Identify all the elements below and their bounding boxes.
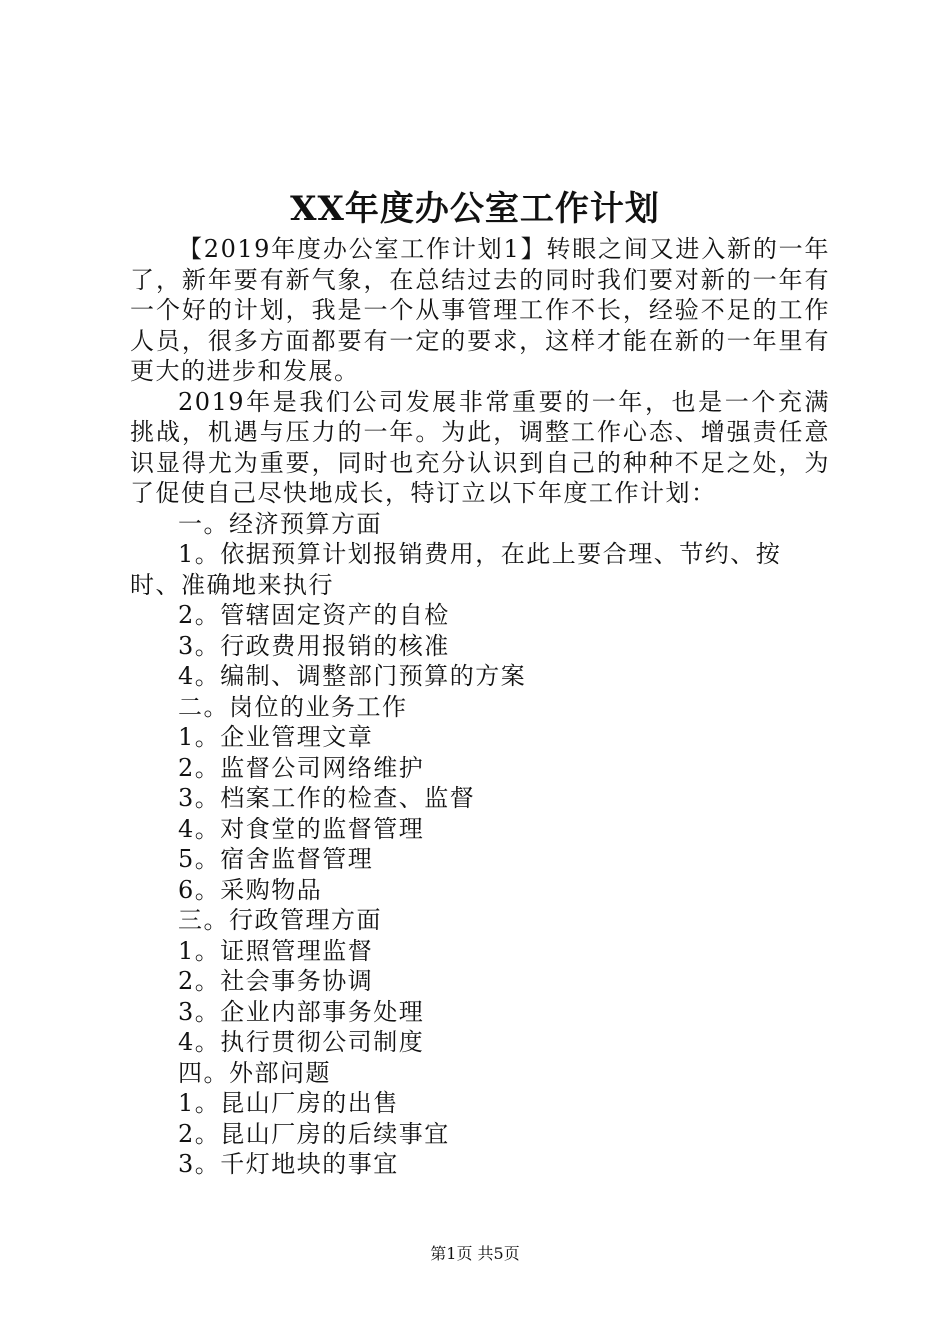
list-item: 6。采购物品 bbox=[178, 875, 323, 904]
list-item: 2。社会事务协调 bbox=[178, 967, 374, 995]
section-heading-duties: 二。岗位的业务工作 bbox=[178, 692, 408, 721]
document-body bbox=[130, 234, 830, 1180]
list-item: 3。行政费用报销的核准 bbox=[178, 631, 450, 660]
list-item: 1。企业管理文章 bbox=[178, 723, 374, 751]
list-item: 1。证照管理监督 bbox=[178, 936, 374, 965]
list-item: 2。昆山厂房的后续事宜 bbox=[178, 1119, 450, 1148]
list-item: 4。编制、调整部门预算的方案 bbox=[178, 662, 527, 690]
list-item: 5。宿舍监督管理 bbox=[178, 845, 374, 873]
intro-paragraph: 【2019年度办公室工作计划1】转眼之间又进入新的一年了，新年要有新气象，在总结过去的同时我们要对新的一年有一个好的计划，我是一个从事管理工作不长，经验不足的工作人员，很多方面都要有一定的要求，这样才能在新的一年里有更大的进步和发展。 bbox=[130, 235, 830, 385]
section-heading-budget: 一。经济预算方面 bbox=[178, 509, 382, 538]
list-item: 2。管辖固定资产的自检 bbox=[178, 601, 450, 629]
list-item: 3。档案工作的检查、监督 bbox=[178, 784, 476, 812]
list-item: 2。监督公司网络维护 bbox=[178, 753, 425, 782]
section-heading-external: 四。外部问题 bbox=[178, 1058, 331, 1087]
background-paragraph: 2019年是我们公司发展非常重要的一年，也是一个充满挑战，机遇与压力的一年。为此，调整工作心态、增强责任意识显得尤为重要，同时也充分认识到自己的种种不足之处，为了促使自己尽快地成长，特订立以下年度工作计划： bbox=[130, 387, 830, 507]
list-item: 4。对食堂的监督管理 bbox=[178, 814, 425, 843]
list-item: 1。依据预算计划报销费用，在此上要合理、节约、按时、准确地来执行 bbox=[130, 540, 782, 599]
page-indicator: 第1页 共5页 bbox=[430, 1244, 520, 1263]
list-item: 3。千灯地块的事宜 bbox=[178, 1150, 399, 1178]
list-item: 1。昆山厂房的出售 bbox=[178, 1089, 399, 1117]
section-heading-admin: 三。行政管理方面 bbox=[178, 906, 382, 934]
list-item: 3。企业内部事务处理 bbox=[178, 997, 425, 1026]
list-item: 4。执行贯彻公司制度 bbox=[178, 1028, 425, 1056]
document-title: XX年度办公室工作计划 bbox=[290, 189, 660, 229]
